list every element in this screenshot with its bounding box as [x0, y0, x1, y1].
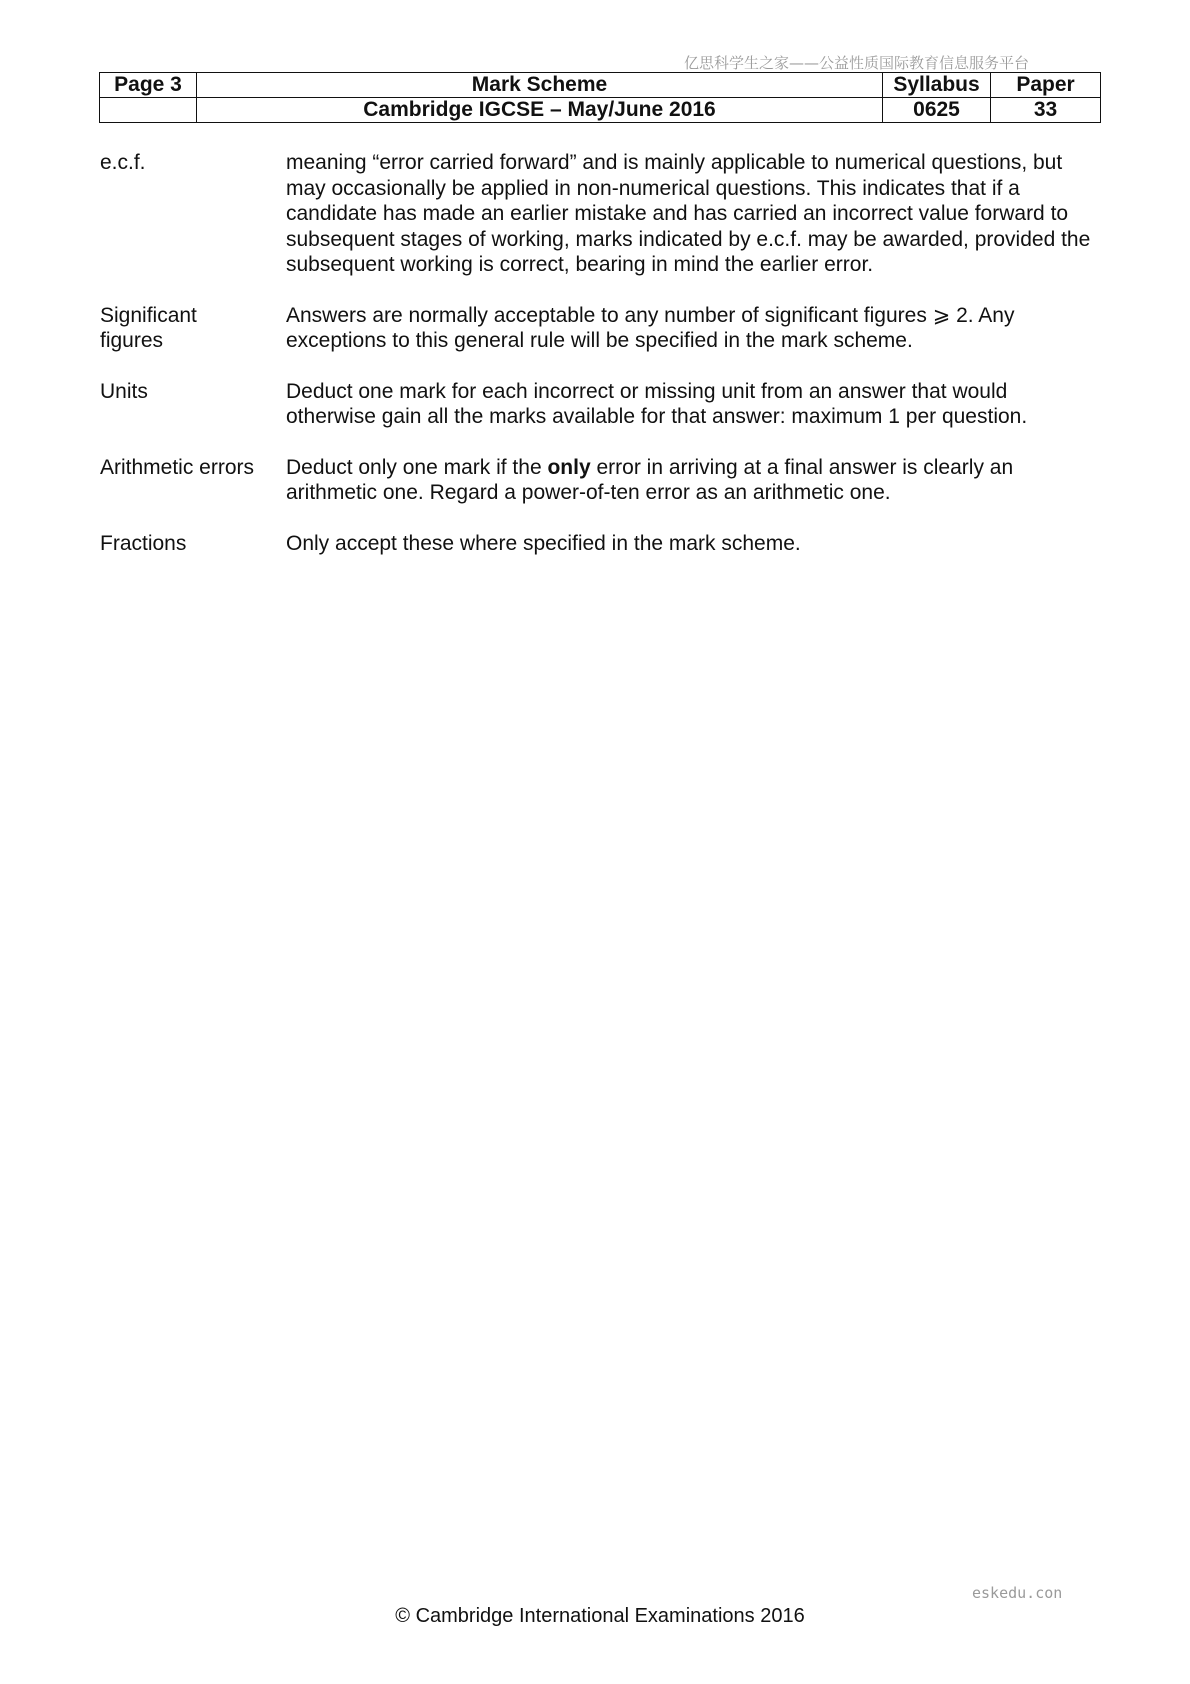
- document-title: Mark Scheme: [197, 73, 883, 98]
- rule-description-text: Deduct only one mark if the: [286, 455, 548, 479]
- rule-description: [286, 379, 1100, 430]
- rule-term-line: e.c.f.: [100, 151, 146, 174]
- rules-list: [100, 150, 1100, 581]
- rule-term-line: figures: [100, 329, 164, 352]
- watermark-bottom: eskedu.con: [972, 1584, 1063, 1602]
- paper-value: 33: [991, 98, 1101, 123]
- page-number: Page 3: [100, 73, 197, 98]
- document-subtitle: Cambridge IGCSE – May/June 2016: [197, 98, 883, 123]
- rule-significant-figures: [100, 303, 1100, 354]
- header-table: [99, 72, 1101, 123]
- rule-description-text: Answers are normally acceptable to any number of significant figures ⩾ 2. Any exceptions to this general rule will be specified in the mark scheme.: [286, 303, 1015, 352]
- rule-description-bold: only: [547, 455, 591, 479]
- paper-label: Paper: [991, 73, 1101, 98]
- rule-description-text: Deduct one mark for each incorrect or missing unit from an answer that would otherwise gain all the marks available for that answer: maximum 1 per question.: [286, 379, 1028, 428]
- rule-description-text: Only accept these where specified in the mark scheme.: [286, 531, 801, 555]
- rule-term: [100, 303, 286, 354]
- rule-description: [286, 150, 1100, 278]
- page-number-blank: [100, 98, 197, 123]
- rule-term-line: Significant: [100, 303, 197, 327]
- rule-term: [100, 150, 286, 278]
- rule-term: [100, 455, 286, 506]
- header-row-1: [100, 73, 1101, 98]
- rule-arithmetic-errors: [100, 455, 1100, 506]
- rule-description: [286, 303, 1100, 354]
- syllabus-label: Syllabus: [883, 73, 991, 98]
- syllabus-value: 0625: [883, 98, 991, 123]
- rule-fractions: [100, 531, 1100, 557]
- rule-description: [286, 455, 1100, 506]
- rule-term: [100, 379, 286, 430]
- rule-description-text-after: error in arriving at a final answer is clearly an arithmetic one. Regard a power-of-ten error as an arithmetic one.: [286, 455, 1014, 504]
- watermark-top: 亿思科学生之家——公益性质国际教育信息服务平台: [684, 54, 1030, 72]
- rule-description: [286, 531, 1100, 557]
- rule-units: [100, 379, 1100, 430]
- rule-ecf: [100, 150, 1100, 278]
- rule-term-line: Arithmetic errors: [100, 455, 255, 479]
- rule-term-line: Fractions: [100, 531, 187, 555]
- rule-description-text: meaning “error carried forward” and is mainly applicable to numerical questions, but may occasionally be applied in non-numerical questions. This indicates that if a candidate has made an earlier mistake and has carried an incorrect value forward to subsequent stages of working, marks indicated by e.c.f. may be awarded, provided the subsequent working is correct, bearing in mind the earlier error.: [286, 151, 1091, 276]
- rule-term: [100, 531, 286, 557]
- rule-term-line: Units: [100, 379, 148, 403]
- header-row-2: [100, 98, 1101, 123]
- copyright-footer: © Cambridge International Examinations 2016: [395, 1605, 805, 1627]
